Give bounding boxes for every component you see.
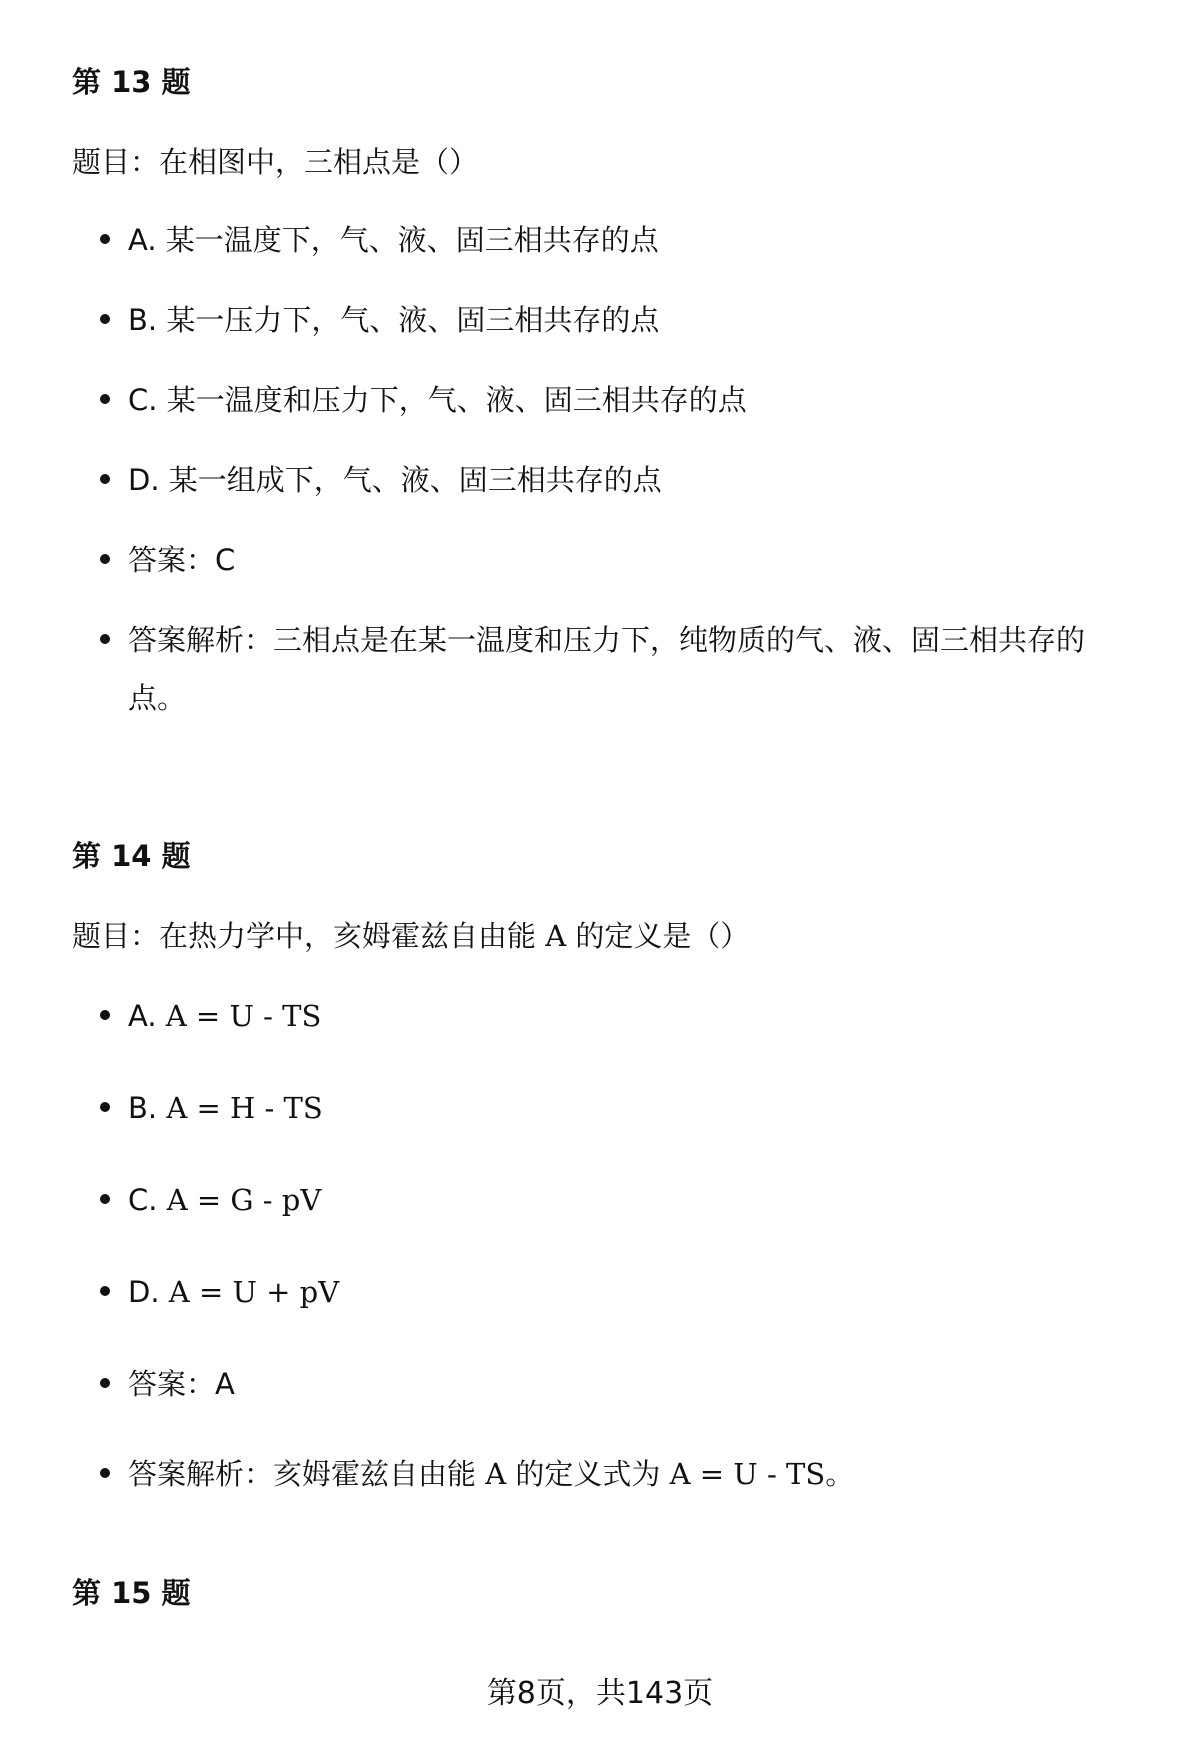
option-letter: B. [128,303,158,337]
bullet-icon [100,314,110,324]
question-stem [72,142,478,182]
option-text: 某一温度和压力下，气、液、固三相共存的点 [166,383,747,417]
analysis-label: 答案解析： [128,623,274,657]
option-letter: D. [128,1275,160,1309]
question-heading: 第 14 题 [72,839,191,873]
answer-item [128,531,1128,589]
analysis-text: 。 [825,1457,855,1491]
stem-prefix: 题目： [72,919,160,953]
math-symbol: A [545,919,567,953]
option-text: 某一温度下，气、液、固三相共存的点 [165,223,659,257]
bullet-icon [100,1468,110,1478]
option-formula: A = U - TS [165,999,322,1033]
option-text: 某一压力下，气、液、固三相共存的点 [166,303,660,337]
stem-text: 在热力学中，亥姆霍兹自由能 [159,919,546,953]
option-letter: B. [128,1091,158,1125]
option-item [128,1171,1128,1229]
option-letter: D. [128,463,160,497]
bullet-icon [100,234,110,244]
analysis-label: 答案解析： [128,1457,274,1491]
page-footer: 第8页，共143页 [486,1676,714,1711]
option-formula: A = U + pV [168,1275,340,1309]
stem-text: 的定义是（） [566,919,750,953]
bullet-icon [100,1010,110,1020]
bullet-icon [100,1194,110,1204]
bullet-icon [100,1286,110,1296]
option-formula: A = G - pV [166,1183,322,1217]
bullet-icon [100,474,110,484]
bullet-icon [100,394,110,404]
option-formula: A = H - TS [166,1091,323,1125]
option-item [128,451,1128,509]
analysis-item [128,611,1128,727]
analysis-text: 三相点是在某一温度和压力下，纯物质的气、液、固三相共存的 [273,623,1086,657]
option-text: 某一组成下，气、液、固三相共存的点 [168,463,662,497]
option-letter: A. [128,999,157,1033]
option-item [128,987,1128,1045]
answer-value: C [215,543,236,577]
question-heading: 第 15 题 [72,1576,191,1610]
bullet-icon [100,1102,110,1112]
answer-label: 答案： [128,543,216,577]
bullet-icon [100,1378,110,1388]
question-stem [72,916,749,956]
answer-item [128,1355,1128,1413]
stem-prefix: 题目： [72,145,160,179]
stem-text: 在相图中，三相点是（） [159,145,479,179]
option-letter: C. [128,383,158,417]
math-symbol: A [485,1457,507,1491]
analysis-line [128,611,1128,669]
bullet-icon [100,554,110,564]
analysis-item [128,1445,1128,1503]
option-item [128,211,1128,269]
option-item [128,371,1128,429]
option-item [128,291,1128,349]
analysis-text: 亥姆霍兹自由能 [273,1457,486,1491]
answer-label: 答案： [128,1367,216,1401]
option-letter: A. [128,223,157,257]
analysis-text: 的定义式为 [506,1457,670,1491]
option-item [128,1263,1128,1321]
question-heading: 第 13 题 [72,65,191,99]
bullet-icon [100,634,110,644]
answer-value: A [215,1367,235,1401]
option-letter: C. [128,1183,158,1217]
option-item [128,1079,1128,1137]
math-formula: A = U - TS [669,1457,826,1491]
analysis-line: 点。 [128,681,187,715]
